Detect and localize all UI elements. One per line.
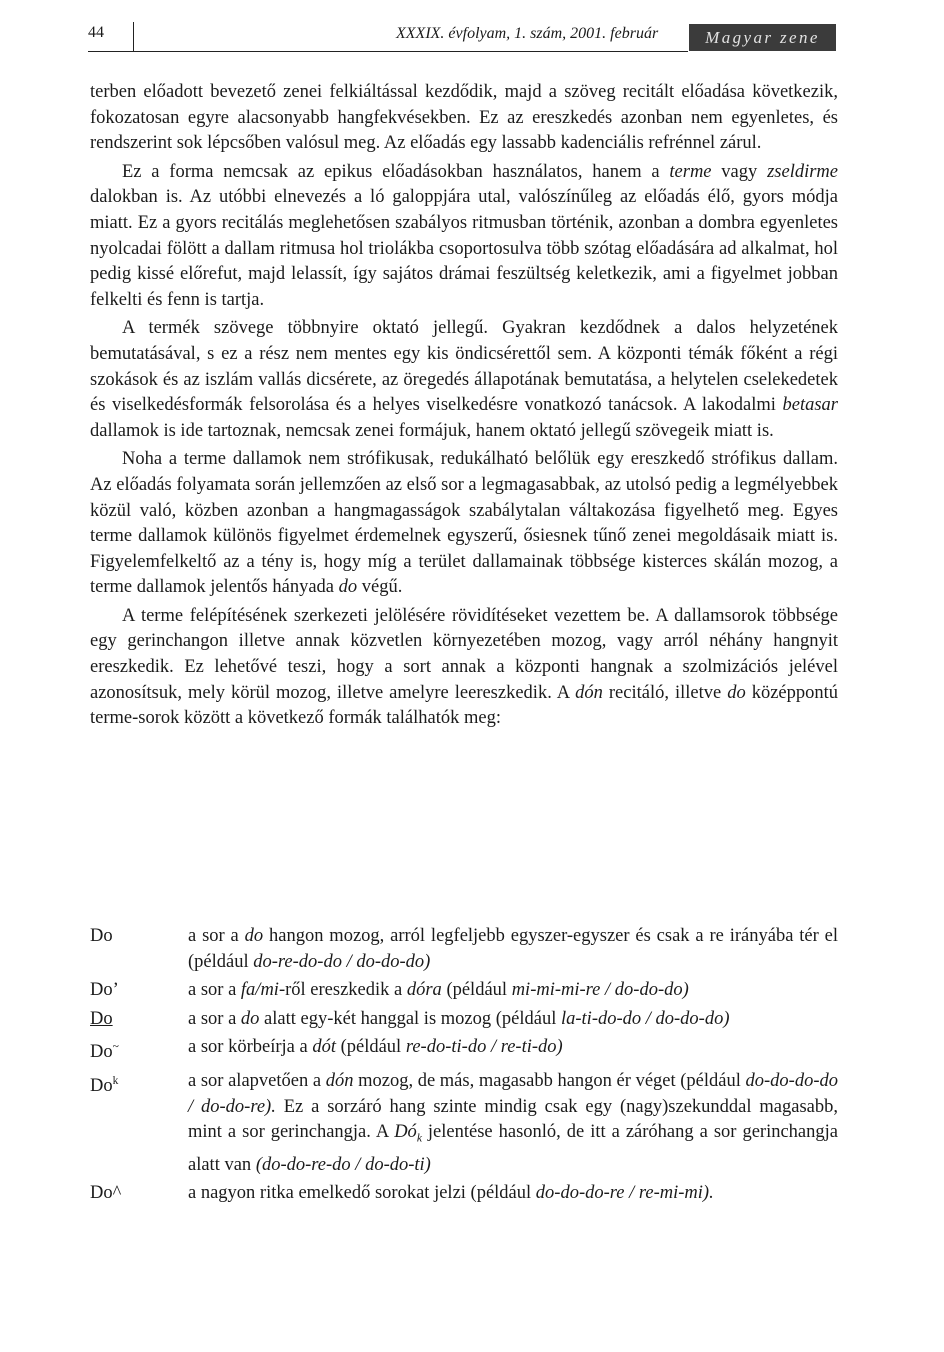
paragraph <box>90 604 838 732</box>
text-run: (do-do-re-do / do-do-ti) <box>255 1154 431 1175</box>
definition-description <box>188 1007 838 1033</box>
text-run: dón <box>575 682 603 703</box>
paragraph <box>90 447 838 601</box>
notation-definitions <box>90 924 838 1210</box>
text-run: a sor a <box>188 1008 241 1029</box>
definition-description <box>188 1035 838 1066</box>
article-body <box>90 80 838 735</box>
text-run: Do’ <box>90 980 119 1001</box>
text-run: dallamok is ide tartoznak, nemcsak zenei formájuk, hanem oktató jellegű szövegeik miatt is. <box>90 420 774 441</box>
definition-row <box>90 1069 838 1178</box>
text-run: jelentése hasonló, de itt a záróhang a sor gerinchangja alatt van <box>188 1122 838 1175</box>
text-run: Ez a forma nemcsak az epikus előadásokban használatos, hanem a <box>122 161 670 182</box>
text-run: Do <box>90 1008 113 1029</box>
text-run: dalokban is. Az utóbbi elnevezés a ló galoppjára utal, valószínűleg az előadás élő, gyors módja miatt. Ez a gyors recitálás meglehetősen szabályos ritmusban történik, azonban a dombra egyenletes nyolcadai fölött a dallam ritmusa hol triolákba csoportosulva több szótag előadására ad alkalmat, hol pedig kissé előrefut, majd lelassít, így sajátos drámai feszültség keletkezik, ami a figyelmet jobban felkelti és fenn is tartja. <box>90 187 838 310</box>
text-run: k <box>416 1133 422 1145</box>
text-run: mozog, de más, magasabb hangon ér véget (például <box>353 1071 746 1092</box>
definition-term <box>90 1069 188 1178</box>
issue-info: XXXIX. évfolyam, 1. szám, 2001. február <box>396 25 659 42</box>
text-run: k <box>112 1075 119 1088</box>
text-run: Noha a terme dallamok nem strófikusak, redukálható belőlük egy ereszkedő strófikus dallam. Az előadás folyamata során jellemzően az első sor a legmagasabbak, az utolsó pedig a legmélyebbek közül való, közben azonban a hangmagasságok szabálytalan váltakozása figyelhető meg. Egyes terme dallamok különös figyelmet érdemelnek egyszerű, ősiesnek tűnő zenei megoldásaik miatt is. Figyelemfelkeltő az a tény is, hogy míg a terület dallamainak többsége kisterces skálán mozog, a terme dallamok jelentős hányada <box>90 449 838 598</box>
definition-description <box>188 1181 838 1207</box>
text-run: középpontú terme-sorok között a következő formák találhatók meg: <box>90 682 839 729</box>
text-run: do <box>244 926 264 946</box>
definition-row <box>90 1035 838 1066</box>
text-run: Do <box>90 1042 113 1063</box>
text-run: do <box>240 1008 260 1029</box>
text-run: a nagyon ritka emelkedő sorokat jelzi (például <box>188 1183 536 1204</box>
page-number: 44 <box>88 24 104 41</box>
text-run: do-do-do-re / re-mi-mi). <box>535 1183 714 1204</box>
text-run: re-do-ti-do / re-ti-do) <box>405 1037 563 1058</box>
definition-row <box>90 924 838 975</box>
page-header <box>0 0 944 60</box>
definition-term <box>90 1007 188 1033</box>
text-run: dóra <box>406 980 442 1001</box>
text-run: alatt egy-két hanggal is mozog (például <box>259 1008 561 1029</box>
text-run: Dó <box>394 1122 417 1143</box>
paragraph <box>90 316 838 444</box>
text-run: a sor a <box>188 980 241 1001</box>
text-run: végű. <box>357 577 403 598</box>
text-run: zseldirme <box>767 161 838 182</box>
text-run: Do^ <box>90 1183 122 1204</box>
text-run: do <box>338 577 358 598</box>
text-run: recitáló, illetve <box>602 682 728 703</box>
definition-term <box>90 1181 188 1207</box>
text-run: (például <box>441 980 512 1001</box>
text-run: Do <box>90 926 113 946</box>
text-run: fa/mi <box>240 980 279 1001</box>
definition-description <box>188 1069 838 1178</box>
text-run: terben előadott bevezető zenei felkiáltással kezdődik, majd a szöveg recitált előadása következik, fokozatosan egyre alacsonyabb hangfekvésekben. Ez az ereszkedés azonban nem egyenletes, és rendszerint sok lépcsőben valósul meg. Az előadás egy lassabb kadenciális refrénnel zárul. <box>90 82 838 154</box>
header-divider-tick <box>133 22 134 52</box>
text-run: do <box>727 682 746 703</box>
definition-term <box>90 924 188 975</box>
definition-term <box>90 978 188 1004</box>
text-run: A termék szövege többnyire oktató jellegű. Gyakran kezdődnek a dalos helyzetének bemutatásával, s ez a rész nem mentes egy kis öndicsérettől sem. A központi témák főként a régi szokások és az iszlám vallás dicsérete, az öregedés állapotának bemutatása, a helytelen cselekedetek és viselkedésformák felsorolása és a helyes viselkedésre vonatkozó tanácsok. A lakodalmi <box>90 318 838 416</box>
text-run: terme <box>669 161 712 182</box>
text-run: hangon mozog, arról legfeljebb egyszer-egyszer és csak a re irányába tér el (például <box>188 926 838 972</box>
text-run: Ez a sorzáró hang szinte mindig csak egy (nagy)szekunddal magasabb, mint a sor gerinchangja. A <box>188 1096 838 1143</box>
section-badge: Magyar zene <box>689 24 836 51</box>
text-run: dón <box>325 1071 354 1092</box>
definition-description <box>188 924 838 975</box>
text-run: la-ti-do-do / do-do-do) <box>560 1008 730 1029</box>
header-rule <box>88 51 688 52</box>
paragraph <box>90 160 838 314</box>
text-run: do-re-do-do / do-do-do) <box>253 951 431 972</box>
definition-row <box>90 1007 838 1033</box>
text-run: ~ <box>112 1041 119 1054</box>
text-run: a sor a <box>188 926 245 946</box>
text-run: dót <box>312 1037 336 1058</box>
text-run: Do <box>90 1076 113 1097</box>
definition-row <box>90 1181 838 1207</box>
text-run: (például <box>335 1037 406 1058</box>
definition-row <box>90 978 838 1004</box>
text-run: mi-mi-mi-re / do-do-do) <box>511 980 689 1001</box>
text-run: a sor körbeírja a <box>188 1037 313 1058</box>
definition-term <box>90 1035 188 1066</box>
text-run: betasar <box>782 395 838 416</box>
definition-description <box>188 978 838 1004</box>
text-run: a sor alapvetően a <box>188 1071 326 1092</box>
paragraph <box>90 80 838 157</box>
text-run: do-do-do-do / do-do-re). <box>188 1071 838 1117</box>
text-run: -ről ereszkedik a <box>278 980 407 1001</box>
text-run: vagy <box>711 161 768 182</box>
text-run: A terme felépítésének szerkezeti jelölésére rövidítéseket vezettem be. A dallamsorok többsége egy gerinchangon illetve annak közvetlen környezetében mozog, vagy arról néhány hangnyit ereszkedik. Ez lehetővé teszi, hogy a sort annak a központi hangnak a szolmizációs jelével azonosítsuk, mely körül mozog, illetve amelyre leereszkedik. A <box>90 605 838 703</box>
